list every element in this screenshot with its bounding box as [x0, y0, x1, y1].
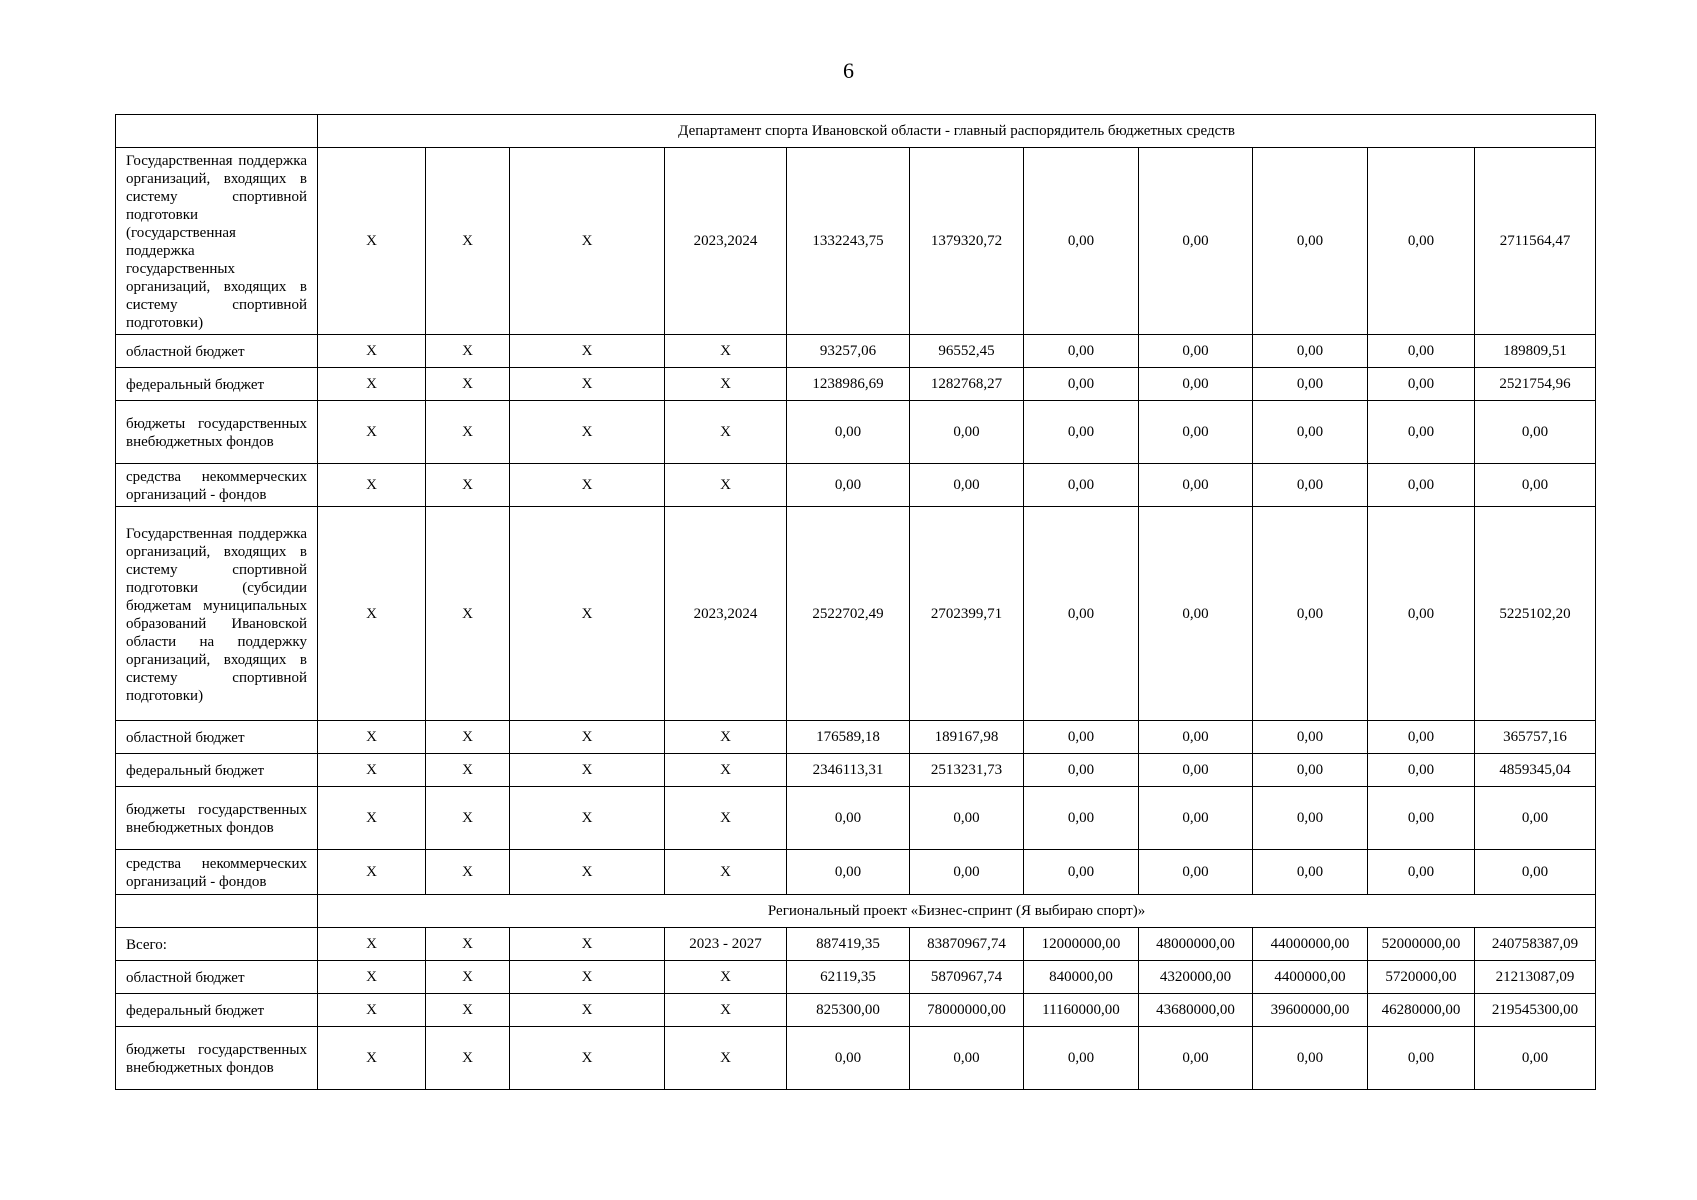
table-row [116, 961, 1596, 994]
period-cell: X [665, 787, 787, 850]
value-cell: 12000000,00 [1024, 928, 1139, 961]
value-cell: 0,00 [1253, 368, 1368, 401]
table-row [116, 850, 1596, 895]
code-cell: X [426, 507, 510, 721]
row-label: бюджеты государственных внебюджетных фондов [116, 1027, 318, 1090]
section-header-row [116, 895, 1596, 928]
value-cell: 48000000,00 [1139, 928, 1253, 961]
value-cell: 11160000,00 [1024, 994, 1139, 1027]
value-cell: 1379320,72 [910, 148, 1024, 335]
value-cell: 0,00 [1253, 335, 1368, 368]
value-cell: 0,00 [1368, 148, 1475, 335]
code-cell: X [426, 148, 510, 335]
code-cell: X [426, 1027, 510, 1090]
value-cell: 0,00 [787, 787, 910, 850]
code-cell: X [318, 368, 426, 401]
table-row [116, 401, 1596, 464]
value-cell: 0,00 [1139, 335, 1253, 368]
code-cell: X [510, 850, 665, 895]
value-cell: 4320000,00 [1139, 961, 1253, 994]
section-header-row [116, 115, 1596, 148]
value-cell: 0,00 [1368, 335, 1475, 368]
value-cell: 0,00 [910, 464, 1024, 507]
row-label: Всего: [116, 928, 318, 961]
code-cell: X [510, 507, 665, 721]
value-cell: 0,00 [1024, 148, 1139, 335]
period-cell: 2023,2024 [665, 148, 787, 335]
period-cell: 2023 - 2027 [665, 928, 787, 961]
value-cell: 0,00 [1139, 754, 1253, 787]
row-label: федеральный бюджет [116, 368, 318, 401]
period-cell: X [665, 368, 787, 401]
value-cell: 0,00 [1139, 464, 1253, 507]
code-cell: X [426, 754, 510, 787]
value-cell: 78000000,00 [910, 994, 1024, 1027]
code-cell: X [510, 928, 665, 961]
value-cell: 0,00 [1024, 401, 1139, 464]
value-cell: 0,00 [1024, 335, 1139, 368]
code-cell: X [318, 994, 426, 1027]
period-cell: X [665, 401, 787, 464]
code-cell: X [426, 994, 510, 1027]
code-cell: X [510, 994, 665, 1027]
value-cell: 0,00 [1253, 721, 1368, 754]
value-cell: 0,00 [1368, 721, 1475, 754]
value-cell: 825300,00 [787, 994, 910, 1027]
period-cell: X [665, 1027, 787, 1090]
period-cell: X [665, 335, 787, 368]
total-value-cell: 21213087,09 [1475, 961, 1596, 994]
value-cell: 2522702,49 [787, 507, 910, 721]
total-value-cell: 365757,16 [1475, 721, 1596, 754]
value-cell: 1282768,27 [910, 368, 1024, 401]
value-cell: 189167,98 [910, 721, 1024, 754]
code-cell: X [510, 335, 665, 368]
value-cell: 0,00 [1139, 721, 1253, 754]
period-cell: X [665, 994, 787, 1027]
section-title: Региональный проект «Бизнес-спринт (Я выбираю спорт)» [318, 895, 1596, 928]
total-value-cell: 2521754,96 [1475, 368, 1596, 401]
value-cell: 0,00 [1024, 1027, 1139, 1090]
table-row [116, 994, 1596, 1027]
value-cell: 2513231,73 [910, 754, 1024, 787]
value-cell: 176589,18 [787, 721, 910, 754]
code-cell: X [510, 1027, 665, 1090]
value-cell: 0,00 [787, 401, 910, 464]
table-row [116, 754, 1596, 787]
code-cell: X [426, 721, 510, 754]
code-cell: X [426, 368, 510, 401]
total-value-cell: 0,00 [1475, 464, 1596, 507]
total-value-cell: 0,00 [1475, 1027, 1596, 1090]
code-cell: X [318, 148, 426, 335]
value-cell: 0,00 [1024, 754, 1139, 787]
total-value-cell: 240758387,09 [1475, 928, 1596, 961]
page-number: 6 [843, 58, 854, 83]
value-cell: 2702399,71 [910, 507, 1024, 721]
value-cell: 0,00 [1368, 850, 1475, 895]
value-cell: 0,00 [1253, 787, 1368, 850]
period-cell: X [665, 961, 787, 994]
table-row [116, 507, 1596, 721]
value-cell: 0,00 [1139, 148, 1253, 335]
value-cell: 0,00 [910, 401, 1024, 464]
value-cell: 0,00 [910, 1027, 1024, 1090]
table-row [116, 368, 1596, 401]
row-label: областной бюджет [116, 961, 318, 994]
row-label: Государственная поддержка организаций, входящих в систему спортивной подготовки (государственная поддержка государственных организаций, входящих в систему спортивной подготовки) [116, 148, 318, 335]
code-cell: X [318, 507, 426, 721]
period-cell: X [665, 754, 787, 787]
code-cell: X [510, 368, 665, 401]
total-value-cell: 5225102,20 [1475, 507, 1596, 721]
value-cell: 0,00 [1024, 507, 1139, 721]
code-cell: X [318, 787, 426, 850]
total-value-cell: 189809,51 [1475, 335, 1596, 368]
row-label: бюджеты государственных внебюджетных фондов [116, 787, 318, 850]
row-label: областной бюджет [116, 721, 318, 754]
value-cell: 0,00 [787, 850, 910, 895]
code-cell: X [510, 961, 665, 994]
code-cell: X [426, 850, 510, 895]
total-value-cell: 0,00 [1475, 787, 1596, 850]
value-cell: 0,00 [1024, 850, 1139, 895]
value-cell: 0,00 [910, 787, 1024, 850]
value-cell: 0,00 [1253, 850, 1368, 895]
value-cell: 0,00 [1139, 787, 1253, 850]
value-cell: 62119,35 [787, 961, 910, 994]
value-cell: 1238986,69 [787, 368, 910, 401]
value-cell: 887419,35 [787, 928, 910, 961]
value-cell: 0,00 [1139, 850, 1253, 895]
row-label: бюджеты государственных внебюджетных фондов [116, 401, 318, 464]
value-cell: 0,00 [1139, 401, 1253, 464]
value-cell: 43680000,00 [1139, 994, 1253, 1027]
value-cell: 0,00 [787, 464, 910, 507]
value-cell: 0,00 [1024, 464, 1139, 507]
budget-table [115, 114, 1596, 1090]
value-cell: 0,00 [1139, 507, 1253, 721]
code-cell: X [426, 961, 510, 994]
section-header-empty-cell [116, 895, 318, 928]
value-cell: 0,00 [1368, 401, 1475, 464]
row-label: федеральный бюджет [116, 994, 318, 1027]
code-cell: X [318, 1027, 426, 1090]
table-row [116, 148, 1596, 335]
code-cell: X [318, 961, 426, 994]
value-cell: 840000,00 [1024, 961, 1139, 994]
value-cell: 44000000,00 [1253, 928, 1368, 961]
total-value-cell: 4859345,04 [1475, 754, 1596, 787]
value-cell: 0,00 [1253, 464, 1368, 507]
code-cell: X [426, 928, 510, 961]
value-cell: 0,00 [1368, 754, 1475, 787]
value-cell: 52000000,00 [1368, 928, 1475, 961]
value-cell: 46280000,00 [1368, 994, 1475, 1027]
section-title: Департамент спорта Ивановской области - главный распорядитель бюджетных средств [318, 115, 1596, 148]
total-value-cell: 0,00 [1475, 401, 1596, 464]
table-row [116, 464, 1596, 507]
value-cell: 0,00 [1024, 787, 1139, 850]
code-cell: X [318, 754, 426, 787]
period-cell: X [665, 464, 787, 507]
code-cell: X [510, 754, 665, 787]
table-row [116, 928, 1596, 961]
value-cell: 4400000,00 [1253, 961, 1368, 994]
section-header-empty-cell [116, 115, 318, 148]
value-cell: 96552,45 [910, 335, 1024, 368]
code-cell: X [318, 850, 426, 895]
code-cell: X [318, 335, 426, 368]
row-label: средства некоммерческих организаций - фондов [116, 464, 318, 507]
value-cell: 93257,06 [787, 335, 910, 368]
code-cell: X [318, 401, 426, 464]
value-cell: 0,00 [1024, 368, 1139, 401]
value-cell: 2346113,31 [787, 754, 910, 787]
row-label: Государственная поддержка организаций, входящих в систему спортивной подготовки (субсидии бюджетам муниципальных образований Ивановской области на поддержку организаций, входящих в систему спортивной подготовки) [116, 507, 318, 721]
code-cell: X [426, 464, 510, 507]
value-cell: 0,00 [1253, 148, 1368, 335]
value-cell: 5870967,74 [910, 961, 1024, 994]
period-cell: 2023,2024 [665, 507, 787, 721]
code-cell: X [426, 787, 510, 850]
table-row [116, 1027, 1596, 1090]
total-value-cell: 2711564,47 [1475, 148, 1596, 335]
period-cell: X [665, 850, 787, 895]
code-cell: X [510, 148, 665, 335]
value-cell: 0,00 [910, 850, 1024, 895]
value-cell: 83870967,74 [910, 928, 1024, 961]
table-row [116, 335, 1596, 368]
value-cell: 1332243,75 [787, 148, 910, 335]
value-cell: 0,00 [1253, 754, 1368, 787]
value-cell: 0,00 [1253, 401, 1368, 464]
table-row [116, 787, 1596, 850]
table-row [116, 721, 1596, 754]
row-label: средства некоммерческих организаций - фондов [116, 850, 318, 895]
value-cell: 0,00 [1368, 1027, 1475, 1090]
code-cell: X [318, 464, 426, 507]
total-value-cell: 0,00 [1475, 850, 1596, 895]
value-cell: 0,00 [1139, 368, 1253, 401]
value-cell: 39600000,00 [1253, 994, 1368, 1027]
value-cell: 0,00 [1368, 787, 1475, 850]
value-cell: 0,00 [1368, 368, 1475, 401]
code-cell: X [510, 401, 665, 464]
code-cell: X [318, 721, 426, 754]
code-cell: X [318, 928, 426, 961]
period-cell: X [665, 721, 787, 754]
code-cell: X [510, 787, 665, 850]
value-cell: 0,00 [1368, 507, 1475, 721]
code-cell: X [510, 721, 665, 754]
value-cell: 5720000,00 [1368, 961, 1475, 994]
value-cell: 0,00 [1253, 507, 1368, 721]
code-cell: X [510, 464, 665, 507]
code-cell: X [426, 335, 510, 368]
value-cell: 0,00 [1024, 721, 1139, 754]
row-label: федеральный бюджет [116, 754, 318, 787]
code-cell: X [426, 401, 510, 464]
value-cell: 0,00 [787, 1027, 910, 1090]
total-value-cell: 219545300,00 [1475, 994, 1596, 1027]
value-cell: 0,00 [1253, 1027, 1368, 1090]
row-label: областной бюджет [116, 335, 318, 368]
value-cell: 0,00 [1139, 1027, 1253, 1090]
value-cell: 0,00 [1368, 464, 1475, 507]
